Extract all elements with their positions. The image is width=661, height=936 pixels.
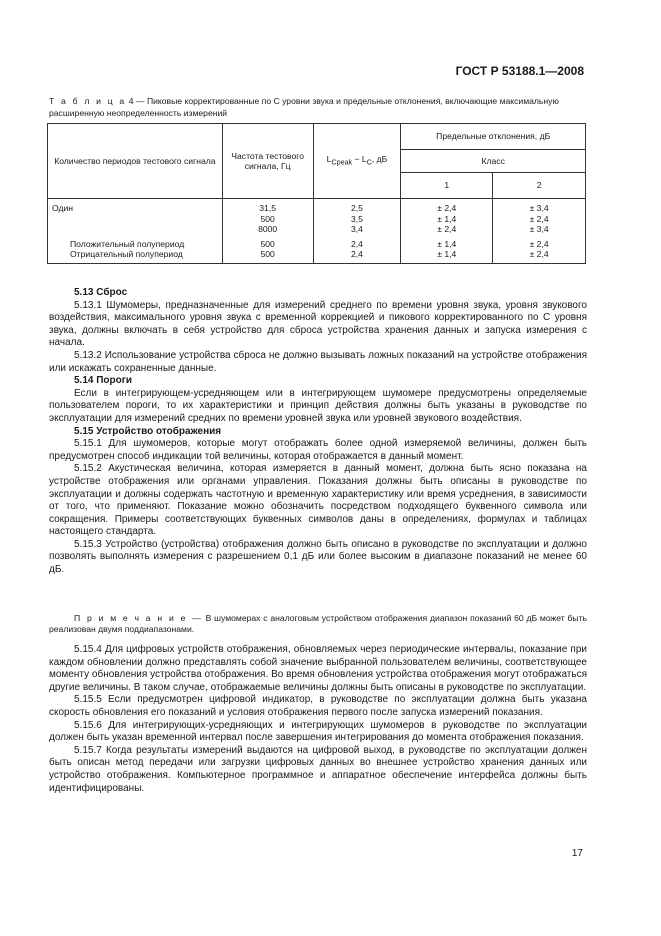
para-5-15-1: 5.15.1 Для шумомеров, которые могут отображать более одной измеряемой величины, должен быть предусмотрен способ индикации той величины, которая отображается в данный момент.	[49, 438, 587, 462]
cell-class1: ± 2,4	[401, 224, 493, 235]
heading-5-14: 5.14 Пороги	[74, 375, 133, 387]
table-row	[48, 224, 586, 235]
cell-class2: ± 2,4	[493, 214, 586, 225]
note-text: В шумомерах с аналоговым устройством отображения диапазон показаний 60 дБ может быть реализован двумя поддиапазонами.	[49, 613, 588, 635]
standard-number: ГОСТ Р 53188.1—2008	[455, 64, 584, 78]
cell-class1: ± 1,4	[401, 249, 493, 263]
table-caption	[49, 96, 587, 119]
cell-diff: 2,4	[313, 239, 401, 250]
cell-diff: 3,5	[313, 214, 401, 225]
heading-5-13: 5.13 Сброс	[74, 287, 128, 298]
header-class-2: 2	[493, 173, 586, 199]
table-caption-text: 4 — Пиковые корректированные по C уровни звука и предельные отклонения, включающие максимальную расширенную неопределенность измерений	[49, 96, 559, 118]
limits-table	[47, 123, 586, 264]
heading-5-15: 5.15 Устройство отображения	[74, 425, 222, 437]
cell-class2: ± 2,4	[493, 249, 586, 263]
cell-freq: 8000	[222, 224, 313, 235]
para-5-15-7: 5.15.7 Когда результаты измерений выдаются на цифровой выход, в руководстве по эксплуатации должен быть описан метод передачи или загрузки цифровых данных во внешнее устройство хранения данных или устройство отображения. Компьютерное программное и аппаратное обеспечение интерфейса должны быть идентифицированы.	[49, 744, 587, 794]
note	[49, 613, 587, 636]
cell-class2: ± 3,4	[493, 224, 586, 235]
header-periods: Количество периодов тестового сигнала	[48, 124, 223, 199]
cell-diff: 2,5	[313, 203, 401, 214]
cell-freq: 31,5	[222, 203, 313, 214]
table-row	[48, 249, 586, 263]
cell-class1: ± 1,4	[401, 214, 493, 225]
cell-class1: ± 2,4	[401, 203, 493, 214]
page-number: 17	[571, 848, 583, 859]
para-5-13-2: 5.13.2 Использование устройства сброса не должно вызывать ложных показаний на устройстве отображения или искажать сохраненные данные.	[49, 349, 587, 374]
para-5-15-3: 5.15.3 Устройство (устройства) отображения должно быть описано в руководстве по эксплуатации и должно позволять выполнять измерения с разрешением 0,1 дБ или более высоким в диапазоне показаний не менее 60 дБ.	[49, 538, 587, 576]
cell-freq: 500	[222, 214, 313, 225]
cell-freq: 500	[222, 239, 313, 250]
header-frequency: Частота тестового сигнала, Гц	[222, 124, 313, 199]
header-peak-difference: $L_{Cpeak} - L_C$, дБ	[313, 124, 401, 199]
section-5-15-4-to-5-15-7	[49, 644, 587, 795]
table-row	[48, 203, 586, 214]
header-class: Класс	[401, 150, 586, 173]
cell-class1: ± 1,4	[401, 239, 493, 250]
cell-freq: 500	[222, 249, 313, 263]
cell-diff: 3,4	[313, 224, 401, 235]
cell-diff: 2,4	[313, 249, 401, 263]
table-row	[48, 214, 586, 225]
para-5-15-5: 5.15.5 Если предусмотрен цифровой индикатор, в руководстве по эксплуатации должна быть указана скорость обновления его показаний и условия отображения первого после запуска измерений показания.	[49, 694, 587, 718]
table-row	[48, 239, 586, 250]
header-class-1: 1	[401, 173, 493, 199]
cell-label	[48, 214, 223, 225]
cell-class2: ± 2,4	[493, 239, 586, 250]
para-5-13-1: 5.13.1 Шумомеры, предназначенные для измерений среднего по времени уровня звука, уровня звукового воздействия, максимального уровня звука с временной коррекцией и пикового корректированного по C уровня звука, должны включать в себя устройство для сброса устройства хранения данных и запуска измерения с начала.	[49, 299, 587, 349]
header-limits: Предельные отклонения, дБ	[401, 124, 586, 150]
para-5-14: Если в интегрирующем-усредняющем или в интегрирующем шумомере предусмотрены определяемые пользователем пороги, то их характеристики и принцип действия должны быть указаны в руководстве по эксплуатации для измерений средних по времени уровней звука или уровней звукового воздействия.	[49, 387, 587, 424]
table-caption-prefix: Т а б л и ц а	[49, 96, 127, 106]
cell-class2: ± 3,4	[493, 203, 586, 214]
section-5-13-to-5-15-3	[49, 287, 587, 577]
para-5-15-6: 5.15.6 Для интегрирующих-усредняющих и интегрирующих шумомеров в руководстве по эксплуатации должен быть указан временной интервал после завершения интегрирования до момента отображения показания.	[49, 719, 587, 744]
cell-label: Один	[48, 203, 223, 214]
para-5-15-2: 5.15.2 Акустическая величина, которая измеряется в данный момент, должна быть ясно показана на устройстве отображения или органами управления. Показания должны быть описаны в руководстве по эксплуатации и должны содержать частотную и временную характеристику или время усреднения, в зависимости от того, что применяют. Показание можно обозначить посредством подходящего буквенного символа или сокращения. Примеры соответствующих буквенных символов даны в определениях, формулах и таблицах настоящего стандарта.	[49, 463, 587, 538]
cell-label	[48, 224, 223, 235]
para-5-15-4: 5.15.4 Для цифровых устройств отображения, обновляемых через периодические интервалы, показание при каждом обновлении должно представлять собой значение выбранной пользователем величины, соответствующее моменту обновления устройства отображения. Во время обновления устройства отображения могут отображаться другие величины. В таком случае, отображаемые величины должны быть описаны в руководстве по эксплуатации.	[49, 644, 587, 693]
note-prefix: П р и м е ч а н и е —	[74, 613, 203, 623]
cell-label: Отрицательный полупериод	[48, 249, 223, 263]
cell-label: Положительный полупериод	[48, 239, 223, 250]
